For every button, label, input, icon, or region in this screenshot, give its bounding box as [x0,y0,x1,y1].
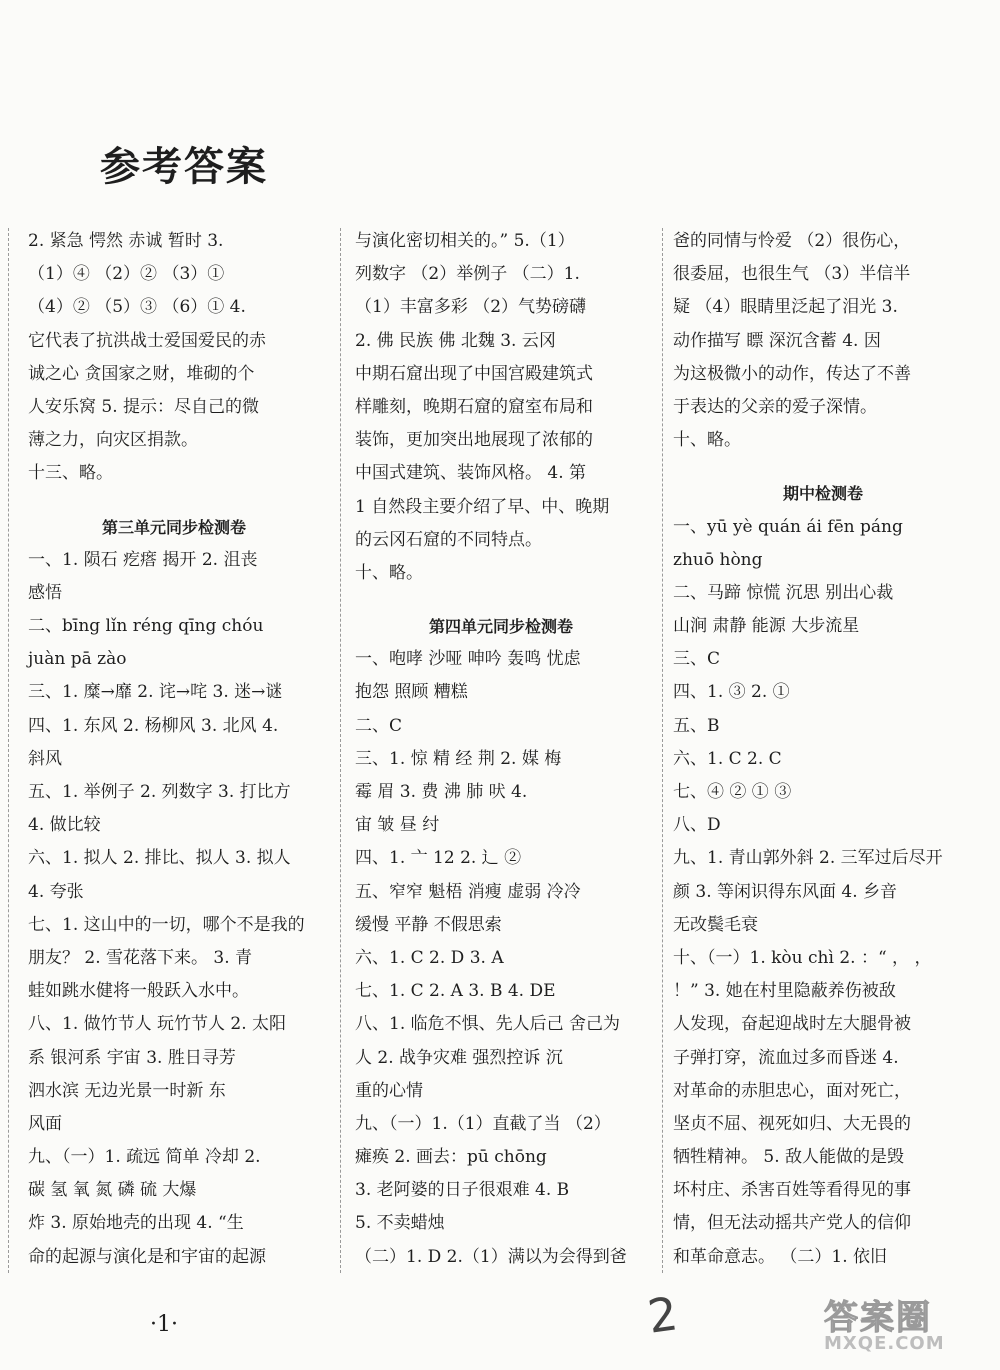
answer-line: （二）1. D 2.（1）满以为会得到爸 [355,1246,627,1267]
answer-line: 八、D [673,815,721,836]
answer-line: 重的心情 [355,1080,423,1101]
answer-line: 它代表了抗洪战士爱国爱民的赤 [28,330,266,351]
answer-line: 很委屈，也很生气 （3）半信半 [673,264,911,285]
answer-line: 二、马蹄 惊慌 沉思 别出心裁 [673,582,894,603]
answer-line: 十、（一）1. kòu chì 2. ：“ ， ， [673,947,932,968]
answer-line: 四、1. 亠 12 2. 辶 ② [355,848,522,869]
watermark-logo [824,1290,984,1360]
answer-line: 四、1. ③ 2. ① [673,682,790,703]
answer-line: 山涧 肃静 能源 大步流星 [673,616,860,637]
answer-line: 三、1. 糜→靡 2. 诧→咤 3. 迷→谜 [28,682,283,703]
answer-line: 八、1. 做竹节人 玩竹节人 2. 太阳 [28,1014,287,1035]
answer-line: 4. 做比较 [28,815,101,836]
answer-line: 六、1. C 2. C [673,748,782,769]
answer-line: 无改鬓毛衰 [673,914,758,935]
answer-line: 人 2. 战争灾难 强烈控诉 沉 [355,1047,563,1068]
answer-line: 3. 老阿婆的日子很艰难 4. B [355,1180,570,1201]
answer-line: 五、窄窄 魁梧 消瘦 虚弱 冷冷 [355,881,581,902]
answer-line: 坏村庄、杀害百姓等看得见的事 [673,1180,911,1201]
answer-column-2 [355,225,647,1274]
answer-line: 三、C [673,649,721,670]
answer-column-1 [28,225,320,1274]
answer-line: 疑 （4）眼睛里泛起了泪光 3. [673,297,898,318]
answer-line: 九、（一）1. 疏远 简单 冷却 2. [28,1147,261,1168]
answer-line: 五、B [673,715,720,736]
answer-line: 瘫痪 2. 画去：pū chōng [355,1147,547,1168]
answer-line: （1）④ （2）② （3）① [28,264,225,285]
answer-line: 泗水滨 无边光景一时新 东 [28,1080,226,1101]
answer-line: 七、1. C 2. A 3. B 4. DE [355,981,556,1002]
answer-line: 七、④ ② ① ③ [673,782,792,802]
answer-line: 2. 佛 民族 佛 北魏 3. 云冈 [355,330,556,351]
answer-line: 斜风 [28,748,62,769]
answer-line: 一、1. 陨石 疙瘩 揭开 2. 沮丧 [28,549,258,570]
section-heading: 第四单元同步检测卷 [428,617,573,637]
answer-line: 子弹打穿，流血过多而昏迷 4. [673,1047,899,1068]
answer-line: 人安乐窝 5. 提示：尽自己的微 [28,396,260,417]
answer-line: 感悟 [28,582,62,603]
answer-line: 诚之心 贪国家之财，堆砌的个 [28,363,255,384]
answer-line: 4. 夸张 [28,881,84,902]
answer-line: 九、（一）1.（1）直截了当 （2） [355,1113,611,1134]
answer-line: 霉 眉 3. 费 沸 肺 吠 4. [355,782,528,802]
answer-line: 命的起源与演化是和宇宙的起源 [28,1246,266,1267]
answer-line: 十、略。 [673,430,741,451]
watermark-title: 答案圈 [824,1298,932,1338]
section-gap [28,491,320,511]
answer-line: 朋友？ 2. 雪花落下来。 3. 青 [28,947,253,968]
answer-line: 宙 皱 昼 纣 [355,815,440,836]
handwritten-mark: 2 [644,1286,681,1344]
answer-line: 为这极微小的动作，传达了不善 [673,363,911,384]
answer-line: 八、1. 临危不惧、先人后己 舍己为 [355,1014,621,1035]
answer-line: 抱怨 照顾 糟糕 [355,682,468,703]
answer-line: 牺牲精神。 5. 敌人能做的是毁 [673,1147,905,1168]
section-gap [355,590,647,610]
answer-line: 1 自然段主要介绍了早、中、晚期 [355,496,610,517]
answer-line: 一、咆哮 沙哑 呻吟 轰鸣 忧虑 [355,649,581,670]
answer-line: 2. 紧急 愕然 赤诚 暂时 3. [28,231,224,251]
answer-line: ！” 3. 她在村里隐蔽养伤被敌 [673,981,896,1002]
column-divider [662,228,663,1273]
answer-line: 二、C [355,715,403,736]
answer-line: （4）② （5）③ （6）① 4. [28,297,246,318]
answer-column-3 [673,225,973,1274]
page-number: ·1· [150,1312,178,1337]
answer-line: 缓慢 平静 不假思索 [355,914,502,935]
answer-line: zhuō hòng [673,549,763,570]
answer-line: 七、1. 这山中的一切，哪个不是我的 [28,914,305,935]
column-divider [8,228,9,1273]
answer-line: （1）丰富多彩 （2）气势磅礴 [355,297,587,318]
answer-line: 五、1. 举例子 2. 列数字 3. 打比方 [28,782,291,802]
column-divider [340,228,341,1273]
answer-line: 中期石窟出现了中国宫殿建筑式 [355,363,593,384]
answer-line: 爸的同情与怜爱 （2）很伤心， [673,231,911,251]
answer-line: 动作描写 瞟 深沉含蓄 4. 因 [673,330,881,351]
section-gap [673,457,973,477]
answer-line: juàn pā zào [28,649,127,670]
answer-line: 5. 不卖蜡烛 [355,1213,445,1234]
section-heading: 期中检测卷 [782,484,863,504]
answer-line: 薄之力，向灾区捐款。 [28,430,198,451]
answer-line: 对革命的赤胆忠心，面对死亡， [673,1080,911,1101]
answer-line: 和革命意志。 （二）1. 依旧 [673,1246,888,1267]
answer-line: 六、1. C 2. D 3. A [355,947,504,968]
section-heading: 第三单元同步检测卷 [101,517,246,537]
answer-line: 人发现，奋起迎战时左大腿骨被 [673,1014,911,1035]
answer-line: 碳 氢 氧 氮 磷 硫 大爆 [28,1180,197,1201]
answer-line: 情，但无法动摇共产党人的信仰 [673,1213,911,1234]
answer-line: 炸 3. 原始地壳的出现 4. “生 [28,1213,244,1234]
answer-line: 一、yū yè quán ái fēn páng [673,516,903,537]
answer-line: 与演化密切相关的。” 5.（1） [355,231,575,251]
answer-line: 中国式建筑、装饰风格。 4. 第 [355,463,587,484]
answer-line: 四、1. 东风 2. 杨柳风 3. 北风 4. [28,715,279,736]
answer-line: 样雕刻，晚期石窟的窟室布局和 [355,396,593,417]
answer-line: 颜 3. 等闲识得东风面 4. 乡音 [673,881,898,902]
answer-line: 三、1. 惊 精 经 荆 2. 媒 梅 [355,748,562,769]
watermark-url: MXQE.COM [824,1333,945,1354]
answer-line: 六、1. 拟人 2. 排比、拟人 3. 拟人 [28,848,291,869]
answer-line: 十三、略。 [28,463,113,484]
page-title: 参考答案 [100,143,268,190]
answer-line: 蛙如跳水健将一般跃入水中。 [28,981,249,1002]
answer-line: 于表达的父亲的爱子深情。 [673,396,877,417]
answer-line: 系 银河系 宇宙 3. 胜日寻芳 [28,1047,236,1068]
answer-line: 二、bīng lǐn réng qīng chóu [28,616,264,637]
answer-line: 九、1. 青山郭外斜 2. 三军过后尽开 [673,848,943,869]
answer-line: 列数字 （2）举例子 （二）1. [355,264,580,285]
answer-line: 装饰，更加突出地展现了浓郁的 [355,430,593,451]
answer-line: 坚贞不屈、视死如归、大无畏的 [673,1113,911,1134]
answer-line: 的云冈石窟的不同特点。 [355,529,542,550]
answer-line: 风面 [28,1113,62,1134]
answer-line: 十、略。 [355,562,423,583]
